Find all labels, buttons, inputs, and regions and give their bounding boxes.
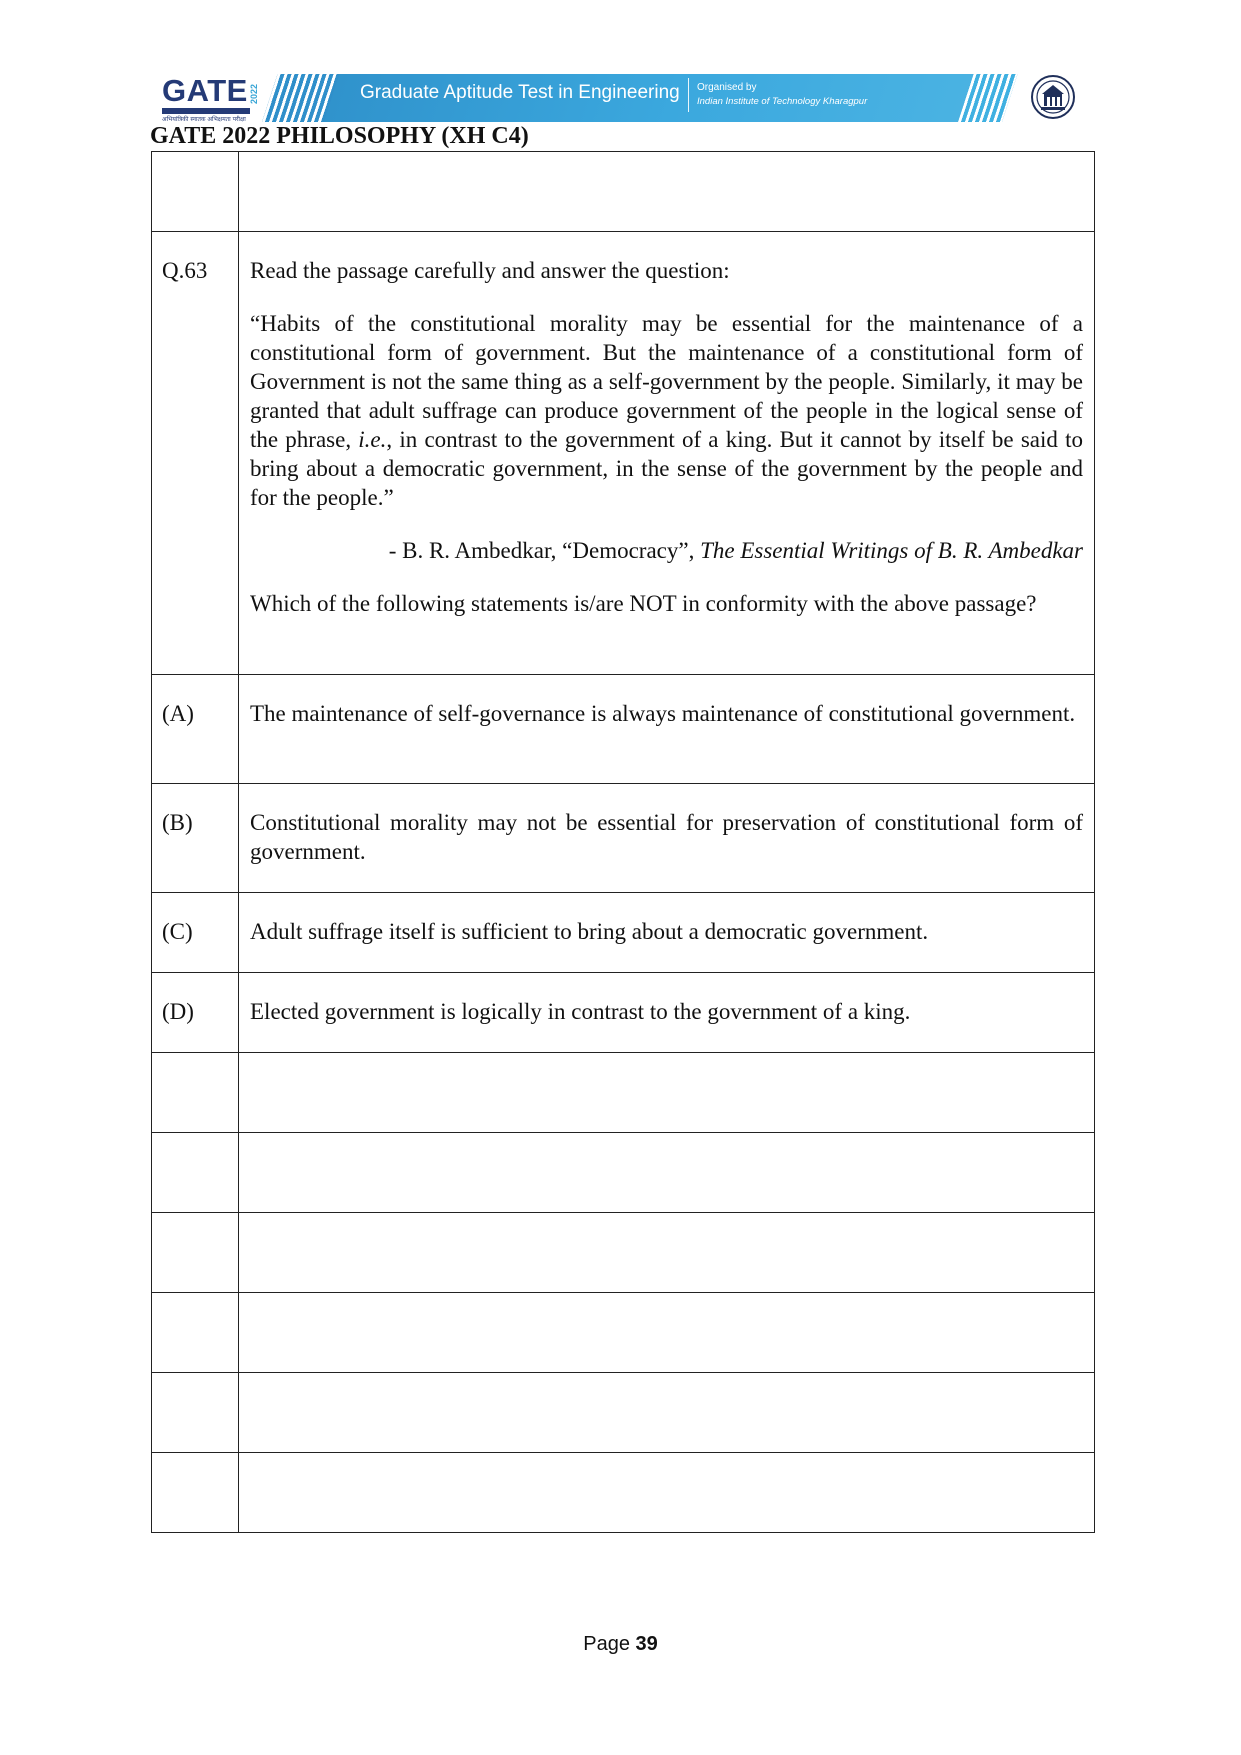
banner-divider (688, 78, 689, 112)
empty-content-cell (239, 152, 1095, 232)
option-a-text: The maintenance of self-governance is always maintenance of constitutional government. (239, 675, 1095, 784)
gate-logo (162, 73, 259, 124)
option-a-label: (A) (152, 675, 239, 784)
gate-logo-year: 2022 (249, 83, 259, 104)
option-d-label: (D) (152, 973, 239, 1053)
organised-by-label: Organised by (697, 82, 757, 93)
question-instruction: Read the passage carefully and answer the question: (250, 258, 730, 283)
gate-logo-text: GATE (162, 73, 248, 108)
organiser-name: Indian Institute of Technology Kharagpur (697, 96, 868, 107)
option-b-label: (B) (152, 784, 239, 893)
question-prompt: Which of the following statements is/are NOT in conformity with the above passage? (250, 591, 1037, 616)
option-b-text: Constitutional morality may not be essential for preservation of constitutional form of government. (239, 784, 1095, 893)
banner-stripes-left (262, 74, 340, 122)
gate-logo-hindi: अभियांत्रिकी स्नातक अभिक्षमता परीक्षा (162, 116, 246, 123)
question-content (239, 232, 1095, 675)
question-number: Q.63 (152, 232, 239, 675)
citation-source: The Essential Writings of B. R. Ambedkar (700, 538, 1083, 563)
gate-header-banner (150, 68, 1090, 124)
gate-logo-tagline-bar (162, 108, 250, 114)
table-row-empty (152, 1293, 1095, 1373)
passage-text-2: , in contrast to the government of a king. But it cannot by itself be said to bring about a democratic government, in the sense of the government by the people and for the people.” (250, 427, 1083, 510)
table-row-empty (152, 1053, 1095, 1133)
table-row-empty (152, 1373, 1095, 1453)
citation-author: - B. R. Ambedkar, “Democracy”, (388, 538, 701, 563)
banner-stripes-right (958, 74, 1018, 122)
option-c-text: Adult suffrage itself is sufficient to bring about a democratic government. (239, 893, 1095, 973)
page-number: 39 (635, 1633, 658, 1655)
option-row-a (152, 675, 1095, 784)
table-row-empty (152, 1453, 1095, 1533)
option-row-b (152, 784, 1095, 893)
question-row (152, 232, 1095, 675)
option-d-text: Elected government is logically in contrast to the government of a king. (239, 973, 1095, 1053)
iit-kharagpur-emblem-icon (1030, 74, 1076, 120)
table-row-empty-top (152, 152, 1095, 232)
passage-text-italic: i.e. (358, 427, 387, 452)
banner-title: Graduate Aptitude Test in Engineering (360, 82, 680, 103)
question-passage (250, 309, 1083, 512)
question-table (151, 151, 1095, 1533)
table-row-empty (152, 1213, 1095, 1293)
page-word: Page (583, 1633, 636, 1655)
table-row-empty (152, 1133, 1095, 1213)
passage-text-1: “Habits of the constitutional morality may be essential for the maintenance of a constitutional form of government. But the maintenance of a constitutional form of Government is not the same thing as a self-government by the people. Similarly, it may be granted that adult suffrage can produce government of the people in the logical sense of the phrase, (250, 311, 1083, 452)
empty-label-cell (152, 152, 239, 232)
option-row-d (152, 973, 1095, 1053)
option-row-c (152, 893, 1095, 973)
page-title: GATE 2022 PHILOSOPHY (XH C4) (150, 123, 529, 149)
page-footer (0, 1633, 1241, 1656)
option-c-label: (C) (152, 893, 239, 973)
passage-citation (250, 536, 1083, 565)
